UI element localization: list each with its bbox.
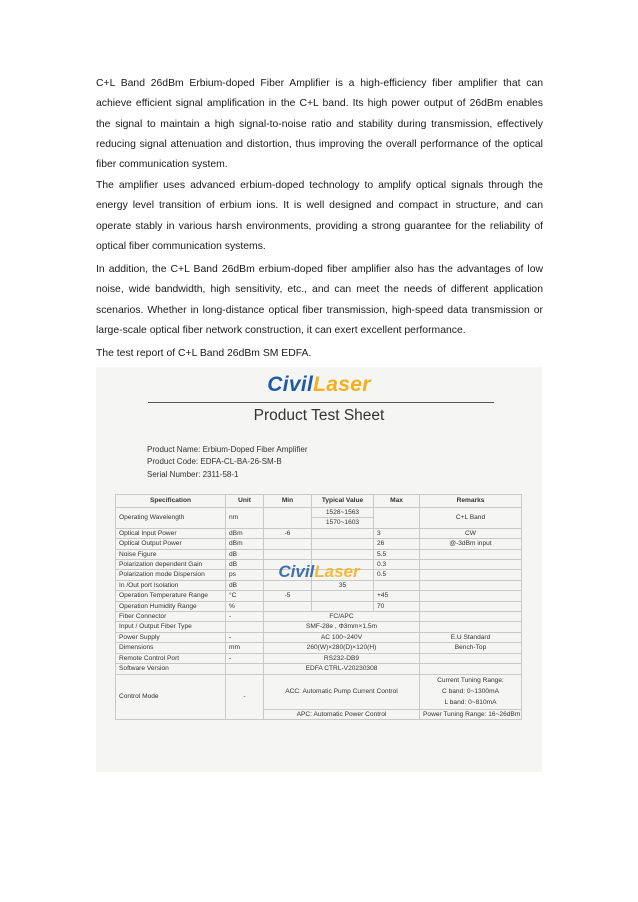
- technology-paragraph: The amplifier uses advanced erbium-doped technology to amplify optical signals through the energy level transition of erbium ions. It is well designed and compact in structure, and can operate stably in various harsh environments, providing a strong guarantee for the reliability of optical fiber communication systems.: [96, 180, 543, 252]
- header-min: Min: [264, 495, 312, 508]
- civillaser-watermark-logo: CivilLaser: [278, 562, 360, 581]
- table-row: Operation Temperature Range °C -5 +45: [116, 591, 522, 601]
- intro-paragraph: C+L Band 26dBm Erbium-doped Fiber Amplifier is a high-efficiency fiber amplifier that can achieve efficient signal amplification in the C+L band. Its high power output of 26dBm enables the signal to maintain a high signal-to-noise ratio and stability during transmission, effectively reducing signal attenuation and distortion, thus improving the overall performance of the optical fiber communication system.: [96, 78, 543, 171]
- serial-number: Serial Number: 2311-58-1: [147, 470, 239, 479]
- product-name: Product Name: Erbium-Doped Fiber Amplifier: [147, 445, 308, 454]
- header-unit: Unit: [226, 495, 264, 508]
- header-specification: Specification: [116, 495, 226, 508]
- sheet-title: Product Test Sheet: [253, 407, 385, 424]
- test-report-caption: The test report of C+L Band 26dBm SM EDFA.: [96, 348, 312, 359]
- table-row: Power Supply - AC 100~240V E.U Standard: [116, 632, 522, 642]
- table-row: Dimensions mm 260(W)×280(D)×120(H) Bench-Top: [116, 643, 522, 653]
- table-row: Software Version EDFA CTRL-V20230308: [116, 664, 522, 674]
- table-row: Polarization dependent Gain dB 0.3: [116, 560, 522, 570]
- product-test-sheet-image: [96, 367, 542, 772]
- header-remarks: Remarks: [420, 495, 522, 508]
- title-divider: [148, 402, 494, 403]
- table-row: Remote Control Port - RS232-DB9: [116, 653, 522, 663]
- table-row: Control Mode - ACC: Automatic Pump Current Control Current Tuning Range: C band: 0~1300mA L band: 0~810mA: [116, 674, 522, 709]
- header-typical: Typical Value: [312, 495, 374, 508]
- table-row: 1570~1603: [116, 518, 522, 528]
- table-row: Input / Output Fiber Type SMF-28e , Φ3mm×1.5m: [116, 622, 522, 632]
- table-row: Optical Input Power dBm -6 3 CW: [116, 528, 522, 538]
- table-row: In /Out port Isolation dB 35: [116, 580, 522, 590]
- table-row: Fiber Connector - FC/APC: [116, 612, 522, 622]
- header-max: Max: [374, 495, 420, 508]
- advantages-paragraph: In addition, the C+L Band 26dBm erbium-doped fiber amplifier also has the advantages of low noise, wide bandwidth, high sensitivity, etc., and can meet the needs of different application scenarios. Whether in long-distance optical fiber transmission, high-speed data transmission or large-scale optical fiber network construction, it can exert excellent performance.: [96, 264, 543, 336]
- product-code: Product Code: EDFA-CL-BA-26-SM-B: [147, 457, 282, 466]
- table-row: Polarization mode Dispersion ps 0.5: [116, 570, 522, 580]
- civillaser-logo: CivilLaser: [267, 373, 371, 396]
- table-header-row: [116, 495, 522, 508]
- spec-table: [115, 494, 522, 720]
- table-row: Operation Humidity Range % 70: [116, 601, 522, 611]
- table-row: APC: Automatic Power Control Power Tuning Range: 16~26dBm: [116, 709, 522, 719]
- table-row: Noise Figure dB 5.5: [116, 549, 522, 559]
- table-row: Optical Output Power dBm 26 @-3dBm input: [116, 539, 522, 549]
- table-row: Operating Wavelength nm 1528~1563 C+L Band: [116, 508, 522, 518]
